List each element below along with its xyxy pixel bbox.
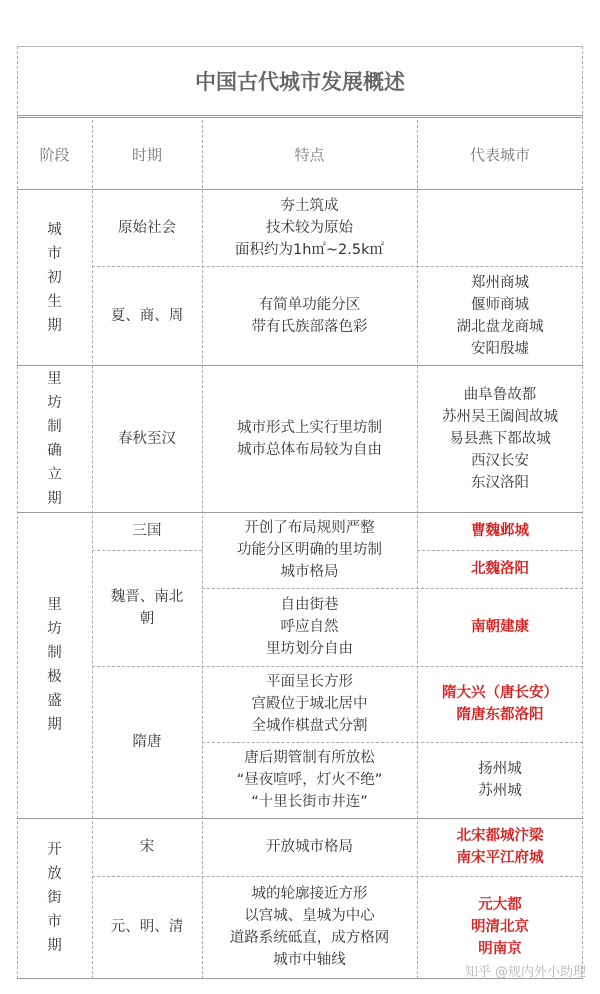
rule [92, 120, 93, 979]
features-cell [202, 588, 417, 666]
cities-cell [417, 666, 583, 742]
period-cell [92, 550, 202, 666]
stage-3-char: 极 [47, 669, 62, 685]
stage-4 [17, 818, 92, 978]
features-cell [202, 266, 417, 365]
cities-cell [417, 742, 583, 818]
cities-cell [417, 365, 583, 512]
features-cell [202, 742, 417, 818]
cities-cell [417, 818, 583, 876]
features-line: 开放城市格局 [266, 839, 353, 855]
rule [582, 46, 583, 979]
rule [17, 46, 18, 979]
stage-2-char: 立 [47, 466, 62, 483]
rule [17, 365, 583, 366]
features-line: 城市中轴线 [273, 952, 346, 968]
table-title: 中国古代城市发展概述 [17, 46, 583, 118]
features-line: 城市形式上实行里坊制 [237, 419, 382, 436]
header-stage: 阶段 [39, 146, 70, 164]
features-cell [202, 818, 417, 876]
stage-3-char: 制 [47, 645, 62, 661]
city-name: 苏州城 [478, 783, 522, 799]
stage-4-char: 期 [47, 938, 62, 954]
city-name: 郑州商城 [471, 274, 529, 291]
features-cell [202, 512, 417, 588]
features-line: 开创了布局规则严整 [244, 520, 375, 536]
city-name: 明南京 [478, 941, 522, 957]
city-name: 隋唐东都洛阳 [456, 707, 544, 723]
city-name: 东汉洛阳 [471, 474, 529, 491]
stage-4-char: 开 [47, 842, 62, 858]
cities-cell [417, 588, 583, 666]
cities-cell [417, 190, 583, 266]
features-line: 唐后期管制有所放松 [244, 750, 375, 766]
period-cell: 三国 [132, 523, 162, 539]
features-line: 自由街巷 [280, 597, 339, 613]
stage-2-char: 期 [47, 490, 62, 507]
city-name: 湖北盘龙商城 [456, 318, 544, 335]
city-name: 偃师商城 [471, 296, 529, 313]
features-line: 城的轮廓接近方形 [251, 886, 368, 902]
rule [92, 666, 583, 667]
city-name: 南宋平江府城 [456, 850, 544, 866]
city-name: 曲阜鲁故都 [463, 386, 537, 403]
rule [202, 588, 583, 589]
header-features: 特点 [294, 146, 325, 164]
period-cell: 春秋至汉 [118, 430, 176, 447]
period-cell: 夏、商、周 [110, 307, 184, 324]
stage-1-char: 城 [47, 221, 62, 238]
city-name: 西汉长安 [471, 452, 529, 469]
period-cell: 元、明、清 [110, 919, 184, 935]
stage-1-char: 生 [47, 293, 62, 310]
stage-2-char: 坊 [47, 394, 62, 411]
city-name: 易县燕下都故城 [449, 430, 551, 447]
stage-4-char: 放 [47, 866, 62, 882]
features-line: 以宫城、皇城为中心 [244, 908, 375, 924]
city-name: 明清北京 [471, 919, 529, 935]
header-period: 时期 [131, 146, 162, 164]
features-line: “昼夜喧呼，灯火不绝” [236, 772, 383, 788]
rule [92, 876, 583, 877]
features-line: 宫殿位于城北居中 [251, 696, 368, 712]
rule [92, 266, 583, 267]
features-line: 呼应自然 [280, 619, 339, 635]
stage-4-char: 街 [47, 890, 62, 906]
features-line: 里坊划分自由 [266, 641, 353, 657]
city-name: 扬州城 [478, 761, 522, 777]
stage-3-char: 坊 [47, 621, 62, 637]
features-line: 有简单功能分区 [258, 296, 361, 313]
period-text: 魏晋、南北朝 [110, 589, 184, 627]
cities-cell [417, 550, 583, 588]
features-line: 城市总体布局较为自由 [237, 441, 382, 458]
rule [92, 550, 202, 551]
watermark: 知乎 @规内外小助理 [464, 965, 586, 980]
stage-3-char: 期 [47, 717, 62, 733]
rule [17, 189, 583, 190]
rule [202, 742, 583, 743]
features-cell [202, 190, 417, 266]
stage-3-char: 里 [47, 597, 62, 613]
stage-2 [17, 365, 92, 512]
rule [417, 550, 583, 551]
features-line: 道路系统砥直，成方格网 [229, 930, 390, 946]
city-name: 安阳殷墟 [471, 340, 529, 357]
features-line: 功能分区明确的里坊制 [237, 542, 382, 558]
city-name: 曹魏邺城 [471, 523, 529, 539]
city-name: 苏州吴王阖闾故城 [442, 408, 558, 425]
stage-2-char: 确 [47, 442, 62, 459]
period-cell: 原始社会 [118, 220, 176, 236]
stage-3-char: 盛 [47, 693, 62, 709]
features-line: 夯土筑成 [280, 198, 339, 214]
cities-cell [417, 266, 583, 365]
city-name: 北魏洛阳 [471, 561, 529, 577]
stage-1-char: 期 [47, 317, 62, 334]
city-name: 北宋都城汴梁 [456, 828, 544, 844]
features-cell [202, 365, 417, 512]
stage-3 [17, 512, 92, 818]
cities-cell [417, 512, 583, 550]
rule [17, 818, 583, 819]
city-name: 南朝建康 [471, 619, 529, 635]
city-name: 隋大兴（唐长安） [442, 685, 558, 701]
features-line: 全城作棋盘式分割 [251, 718, 368, 734]
features-line: 面积约为1h㎡~2.5k㎡ [234, 242, 385, 258]
features-cell [202, 876, 417, 978]
period-cell: 隋唐 [132, 734, 162, 750]
period-cell: 宋 [139, 839, 155, 855]
features-line: 平面呈长方形 [266, 674, 353, 690]
table [17, 46, 583, 980]
stage-2-char: 制 [47, 418, 62, 435]
header-cities: 代表城市 [469, 146, 530, 164]
rule [17, 512, 583, 513]
stage-4-char: 市 [47, 914, 62, 930]
rule [417, 120, 418, 979]
stage-1-char: 市 [47, 245, 62, 262]
features-line: “十里长街市井连” [251, 794, 368, 810]
rule [202, 120, 203, 979]
city-name: 元大都 [478, 897, 522, 913]
features-line: 技术较为原始 [266, 220, 353, 236]
features-cell [202, 666, 417, 742]
stage-2-char: 里 [47, 370, 62, 387]
stage-1-char: 初 [47, 269, 62, 286]
features-line: 城市格局 [280, 564, 339, 580]
stage-1 [17, 190, 92, 365]
features-line: 带有氏族部落色彩 [251, 318, 368, 335]
